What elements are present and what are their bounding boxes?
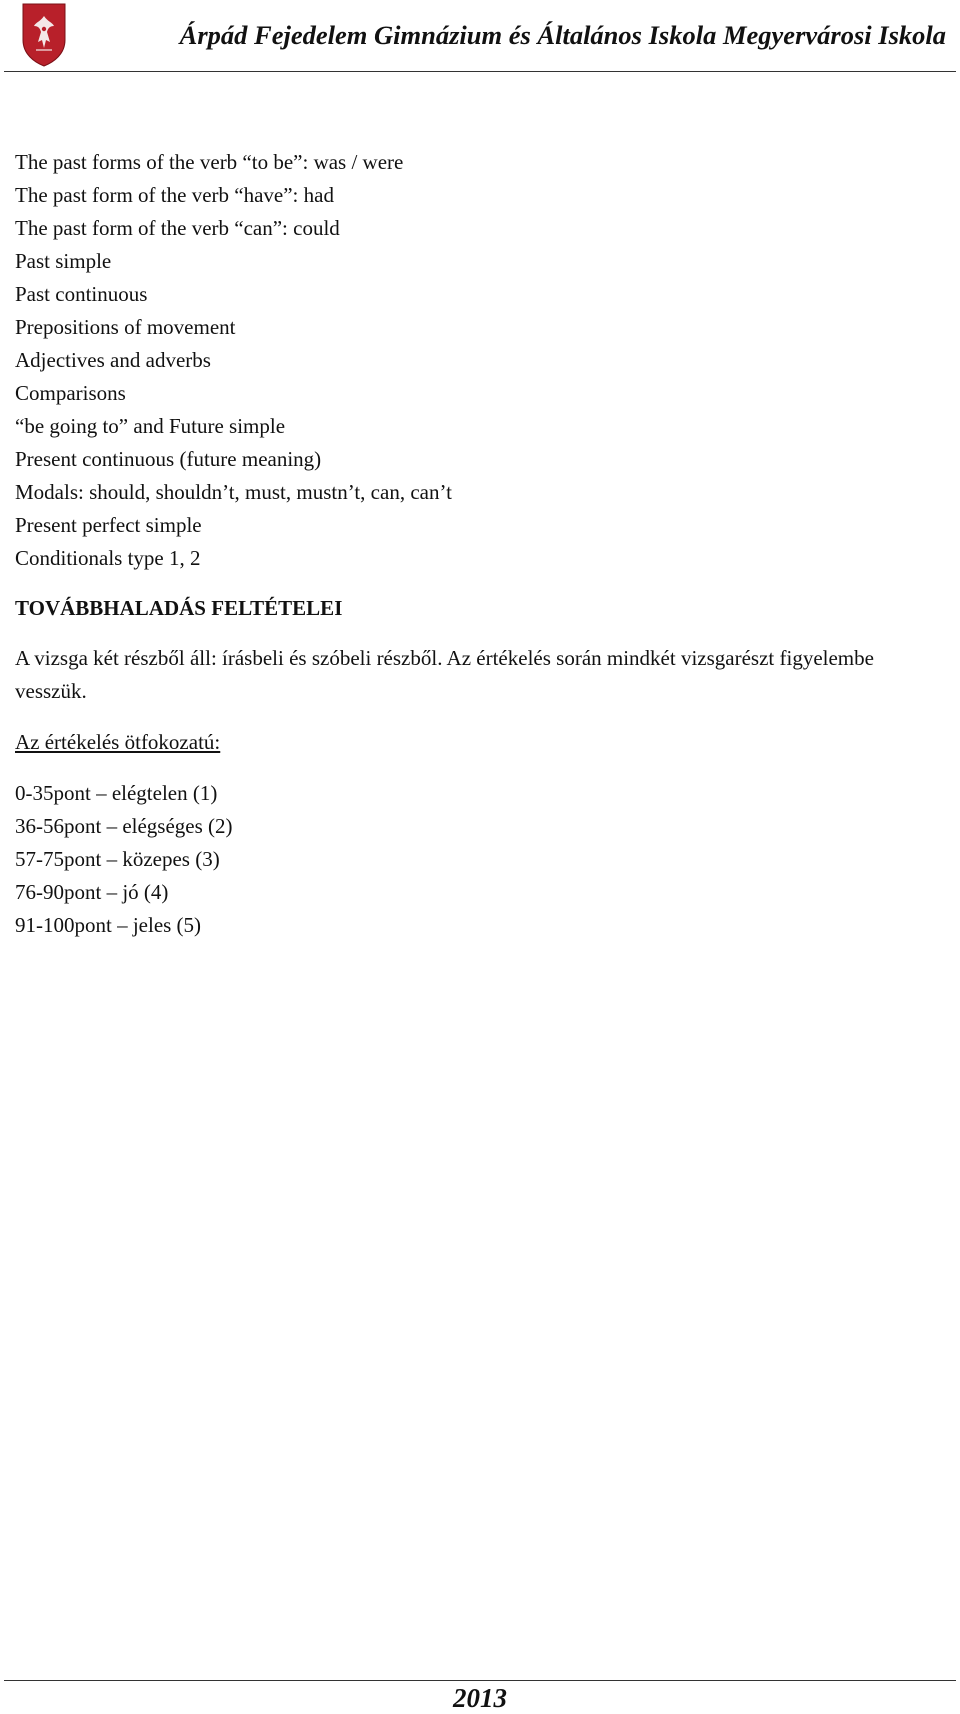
grade-item: 36-56pont – elégséges (2) xyxy=(15,814,233,838)
school-crest-icon xyxy=(20,2,68,68)
grammar-topic-list xyxy=(15,146,945,575)
grade-item: 76-90pont – jó (4) xyxy=(15,880,169,904)
grade-item: 0-35pont – elégtelen (1) xyxy=(15,781,218,805)
topic-item: Prepositions of movement xyxy=(15,315,236,339)
topic-item: Comparisons xyxy=(15,381,126,405)
topic-item: Past simple xyxy=(15,249,112,273)
topic-item: Conditionals type 1, 2 xyxy=(15,546,201,570)
footer-year: 2013 xyxy=(453,1683,507,1713)
topic-item: The past form of the verb “can”: could xyxy=(15,216,340,240)
document-body xyxy=(15,146,945,942)
grade-scale-list xyxy=(15,777,945,942)
grade-item: 57-75pont – közepes (3) xyxy=(15,847,220,871)
topic-item: The past forms of the verb “to be”: was / were xyxy=(15,150,404,174)
topic-item: Present continuous (future meaning) xyxy=(15,447,322,471)
grade-item: 91-100pont – jeles (5) xyxy=(15,913,202,937)
grading-title: Az értékelés ötfokozatú: xyxy=(15,730,221,754)
header-title: Árpád Fejedelem Gimnázium és Általános Iskola Megyervárosi Iskola xyxy=(179,20,946,50)
exam-description: A vizsga két részből áll: írásbeli és szóbeli részből. Az értékelés során mindkét vizsgarészt figyelembe vesszük. xyxy=(15,646,874,703)
header-divider xyxy=(4,71,956,72)
topic-item: Past continuous xyxy=(15,282,148,306)
page-header xyxy=(0,0,960,72)
section-heading: TOVÁBBHALADÁS FELTÉTELEI xyxy=(15,596,343,620)
topic-item: Adjectives and adverbs xyxy=(15,348,211,372)
footer-divider xyxy=(4,1680,956,1681)
topic-item: The past form of the verb “have”: had xyxy=(15,183,334,207)
topic-item: “be going to” and Future simple xyxy=(15,414,286,438)
topic-item: Modals: should, shouldn’t, must, mustn’t, can, can’t xyxy=(15,480,452,504)
topic-item: Present perfect simple xyxy=(15,513,202,537)
